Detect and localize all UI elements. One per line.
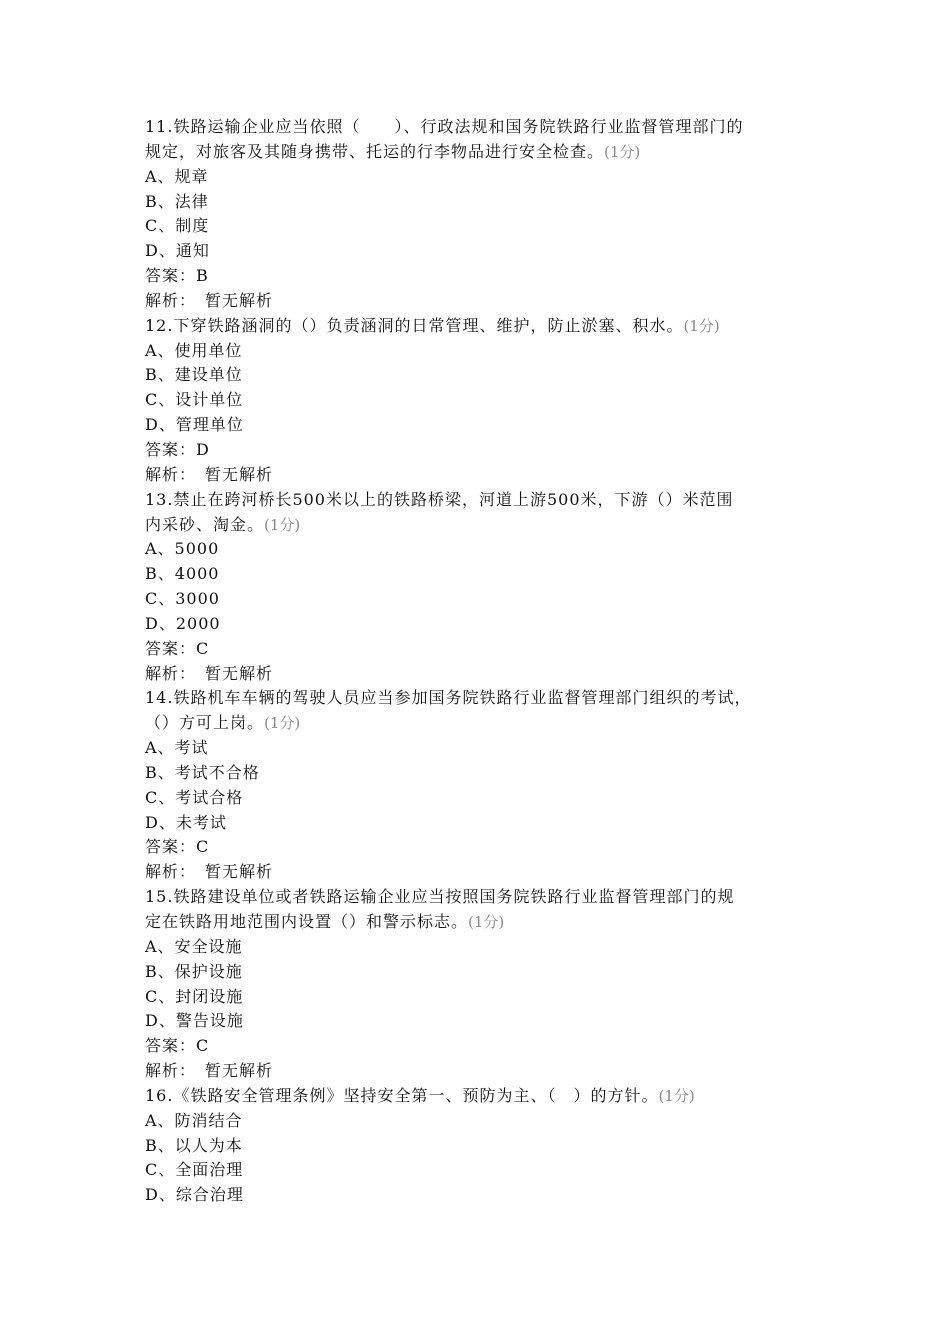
option-a: A、安全设施: [145, 936, 243, 956]
option-b: B、考试不合格: [145, 762, 260, 782]
option-a: A、防消结合: [145, 1110, 243, 1130]
option-c: C、制度: [145, 216, 210, 236]
question-stem: 14.铁路机车车辆的驾驶人员应当参加国务院铁路行业监督管理部门组织的考试，: [145, 688, 752, 708]
question-stem: 12.下穿铁路涵洞的（）负责涵洞的日常管理、维护，防止淤塞、积水。: [145, 315, 684, 335]
option-c: C、全面治理: [145, 1160, 244, 1180]
option-d: D、未考试: [145, 812, 227, 832]
option-a: A、使用单位: [145, 340, 243, 360]
question-stem: 13.禁止在跨河桥长500米以上的铁路桥梁，河道上游500米，下游（）米范围: [145, 489, 734, 509]
answer-line: 答案：D: [145, 439, 210, 459]
option-b: B、建设单位: [145, 365, 243, 385]
analysis-line: 解析： 暂无解析: [145, 663, 274, 683]
question-stem: 内采砂、淘金。: [145, 514, 265, 534]
question-14: [145, 686, 825, 885]
option-d: D、综合治理: [145, 1185, 244, 1205]
option-d: D、管理单位: [145, 415, 244, 435]
question-12: [145, 314, 825, 488]
score-label: (1分): [658, 1086, 695, 1105]
answer-line: 答案：C: [145, 638, 210, 658]
option-c: C、考试合格: [145, 787, 244, 807]
answer-line: 答案：B: [145, 266, 209, 286]
option-b: B、法律: [145, 191, 209, 211]
question-13: [145, 488, 825, 687]
question-stem: 定在铁路用地范围内设置（）和警示标志。: [145, 912, 469, 931]
analysis-line: 解析： 暂无解析: [145, 464, 274, 484]
option-d: D、2000: [145, 613, 221, 633]
score-label: (1分): [604, 142, 641, 161]
question-16: [145, 1084, 825, 1208]
question-stem: 11.铁路运输企业应当依照（ ）、行政法规和国务院铁路行业监督管理部门的: [145, 117, 744, 136]
score-label: (1分): [468, 913, 505, 931]
option-b: B、4000: [145, 564, 220, 584]
option-b: B、保护设施: [145, 961, 243, 981]
analysis-line: 解析： 暂无解析: [145, 862, 274, 882]
option-a: A、规章: [145, 166, 209, 186]
option-c: C、封闭设施: [145, 986, 244, 1006]
answer-line: 答案：C: [145, 1036, 210, 1056]
question-15: [145, 885, 825, 1084]
score-label: (1分): [264, 714, 301, 733]
analysis-line: 解析： 暂无解析: [145, 1061, 274, 1081]
option-c: C、3000: [145, 589, 220, 609]
option-c: C、设计单位: [145, 390, 244, 410]
score-label: (1分): [264, 515, 301, 534]
question-list: [145, 115, 825, 1208]
score-label: (1分): [683, 316, 720, 335]
question-stem: 15.铁路建设单位或者铁路运输企业应当按照国务院铁路行业监督管理部门的规: [145, 887, 735, 907]
question-stem: 16.《铁路安全管理条例》坚持安全第一、预防为主、（ ）的方针。: [145, 1085, 659, 1105]
option-a: A、考试: [145, 738, 209, 758]
analysis-line: 解析： 暂无解析: [145, 290, 274, 310]
question-stem: 规定，对旅客及其随身携带、托运的行李物品进行安全检查。: [145, 141, 605, 161]
question-stem: （）方可上岗。: [145, 713, 265, 733]
option-b: B、以人为本: [145, 1135, 243, 1155]
option-a: A、5000: [145, 539, 220, 559]
question-11: [145, 115, 825, 314]
option-d: D、通知: [145, 241, 210, 261]
answer-line: 答案：C: [145, 837, 210, 857]
option-d: D、警告设施: [145, 1011, 244, 1031]
